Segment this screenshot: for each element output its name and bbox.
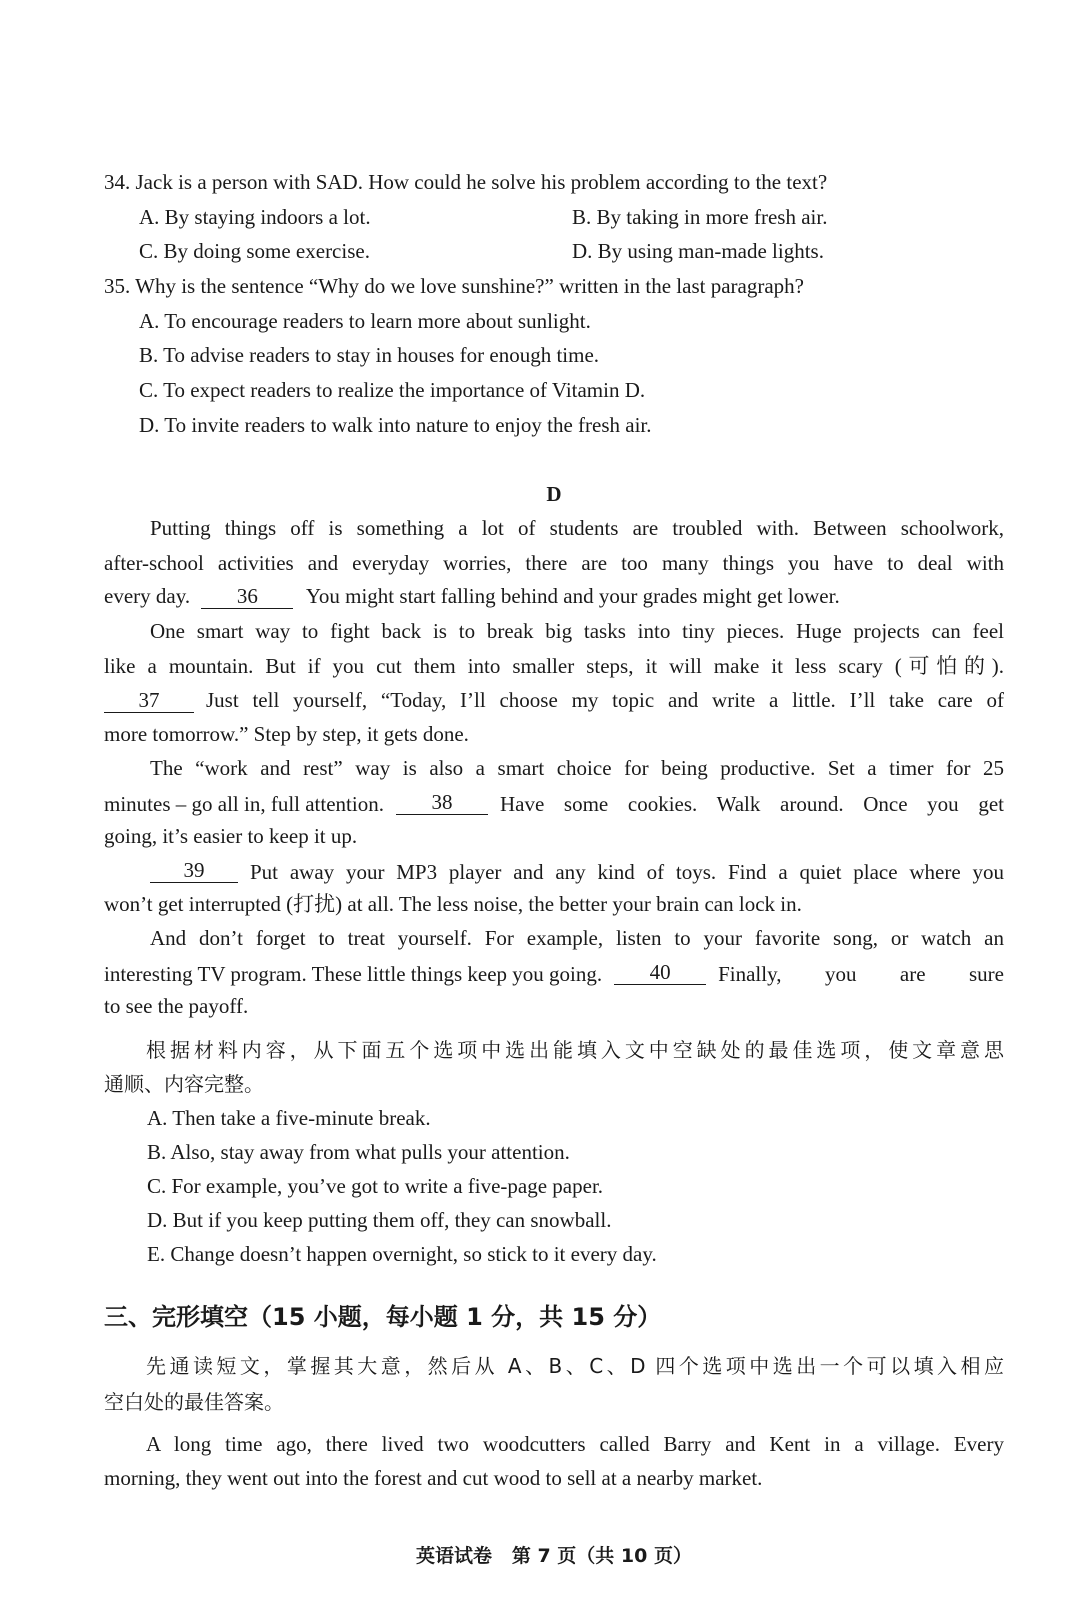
passage-text: minutes – go all in, full attention. xyxy=(104,792,384,816)
passage-text: every day. xyxy=(104,584,191,608)
blank-38: 38 xyxy=(396,792,488,815)
passage-line: And don’t forget to treat yourself. For example, listen to your favorite song, or watch an xyxy=(150,926,1004,950)
passage-line xyxy=(104,792,1004,815)
question-34-option-c: C. By doing some exercise. xyxy=(139,239,370,263)
question-35-option-a: A. To encourage readers to learn more about sunlight. xyxy=(139,309,591,333)
question-34-option-b: B. By taking in more fresh air. xyxy=(572,205,828,229)
question-34-option-d: D. By using man-made lights. xyxy=(572,239,824,263)
cloze-passage-line: A long time ago, there lived two woodcutters called Barry and Kent in a village. Every xyxy=(146,1432,1004,1456)
section-3-instructions-cont: 空白处的最佳答案。 xyxy=(104,1390,284,1414)
passage-text: Put away your MP3 player and any kind of toys. Find a quiet place where you xyxy=(250,860,1004,884)
passage-text: Have some cookies. Walk around. Once you get xyxy=(499,792,1004,816)
blank-39: 39 xyxy=(150,860,238,883)
question-35-option-d: D. To invite readers to walk into nature to enjoy the fresh air. xyxy=(139,413,652,437)
section-d-instructions-cont: 通顺、内容完整。 xyxy=(104,1072,264,1096)
passage-line: Putting things off is something a lot of students are troubled with. Between schoolwork, xyxy=(150,516,1004,540)
question-34-stem: 34. Jack is a person with SAD. How could he solve his problem according to the text? xyxy=(104,170,828,194)
blank-37: 37 xyxy=(104,690,194,713)
passage-line: won’t get interrupted (打扰) at all. The less noise, the better your brain can lock in. xyxy=(104,892,802,916)
passage-line xyxy=(150,860,1004,883)
option-b: B. Also, stay away from what pulls your attention. xyxy=(147,1140,570,1164)
section-d-heading: D xyxy=(546,482,562,506)
passage-line: like a mountain. But if you cut them into smaller steps, it will make it less scary (可怕的). xyxy=(104,654,1004,678)
question-35-option-b: B. To advise readers to stay in houses for enough time. xyxy=(139,343,600,367)
passage-line: more tomorrow.” Step by step, it gets done. xyxy=(104,722,469,746)
passage-text: You might start falling behind and your grades might get lower. xyxy=(305,584,840,608)
passage-text: Just tell yourself, “Today, I’ll choose my topic and write a little. I’ll take care of xyxy=(206,688,1004,712)
passage-line: The “work and rest” way is also a smart choice for being productive. Set a timer for 25 xyxy=(150,756,1004,780)
passage-text: interesting TV program. These little things keep you going. xyxy=(104,962,603,986)
question-34-option-a: A. By staying indoors a lot. xyxy=(139,205,371,229)
section-3-title: 三、完形填空（15 小题，每小题 1 分，共 15 分） xyxy=(104,1303,662,1331)
passage-line: after-school activities and everyday worries, there are too many things you have to deal with xyxy=(104,551,1004,575)
question-35-stem: 35. Why is the sentence “Why do we love sunshine?” written in the last paragraph? xyxy=(104,274,804,298)
passage-line: One smart way to fight back is to break big tasks into tiny pieces. Huge projects can feel xyxy=(150,619,1004,643)
option-d: D. But if you keep putting them off, they can snowball. xyxy=(147,1208,612,1232)
section-d-instructions: 根据材料内容，从下面五个选项中选出能填入文中空缺处的最佳选项，使文章意思 xyxy=(146,1038,1004,1062)
blank-36: 36 xyxy=(201,586,293,609)
option-a: A. Then take a five-minute break. xyxy=(147,1106,431,1130)
passage-line xyxy=(104,586,840,609)
passage-text: Finally, you are sure xyxy=(718,962,1004,986)
passage-line xyxy=(104,690,1004,713)
passage-line xyxy=(104,962,1004,985)
page-footer: 英语试卷 第 7 页（共 10 页） xyxy=(416,1545,692,1567)
option-c: C. For example, you’ve got to write a five-page paper. xyxy=(147,1174,604,1198)
cloze-passage-line: morning, they went out into the forest and cut wood to sell at a nearby market. xyxy=(104,1466,763,1490)
passage-line: to see the payoff. xyxy=(104,994,249,1018)
passage-line: going, it’s easier to keep it up. xyxy=(104,824,358,848)
option-e: E. Change doesn’t happen overnight, so stick to it every day. xyxy=(147,1242,657,1266)
blank-40: 40 xyxy=(614,962,706,985)
question-35-option-c: C. To expect readers to realize the importance of Vitamin D. xyxy=(139,378,646,402)
section-3-instructions: 先通读短文，掌握其大意，然后从 A、B、C、D 四个选项中选出一个可以填入相应 xyxy=(146,1354,1004,1378)
